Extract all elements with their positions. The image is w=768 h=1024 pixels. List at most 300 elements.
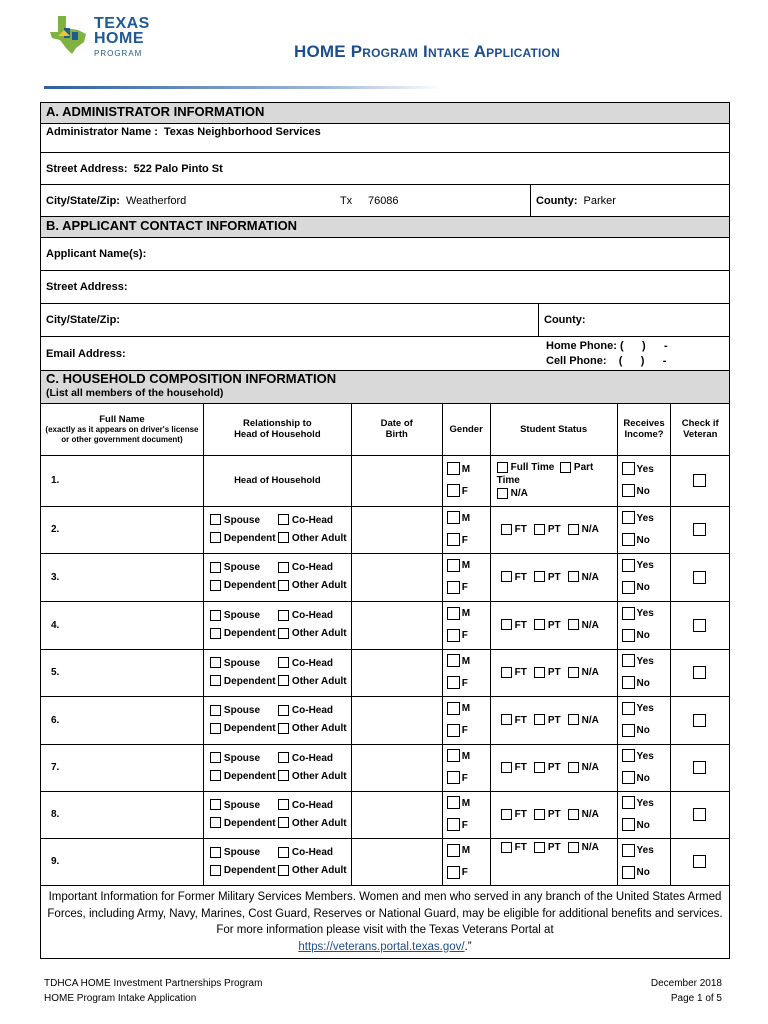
na-checkbox[interactable]	[568, 762, 579, 773]
dob-cell[interactable]	[351, 601, 442, 649]
veteran-checkbox[interactable]	[693, 761, 706, 774]
admin-county-label: County:	[536, 194, 578, 207]
opt-time: Time	[496, 475, 520, 486]
applicant-street-label: Street Address:	[46, 281, 128, 293]
opt-m: M	[461, 512, 471, 524]
veteran-checkbox[interactable]	[693, 855, 706, 868]
col-relationship: Relationship to Head of Household	[203, 404, 351, 455]
dependent-checkbox[interactable]	[210, 770, 221, 781]
opt-na: N/A	[581, 762, 599, 774]
na-checkbox[interactable]	[568, 619, 579, 630]
texas-home-logo	[48, 14, 158, 62]
na-checkbox[interactable]	[568, 842, 579, 853]
opt-m: M	[461, 608, 471, 619]
opt-full-time: Full Time	[510, 462, 555, 473]
income-yes-checkbox[interactable]	[622, 462, 635, 475]
co-head-checkbox[interactable]	[278, 610, 289, 621]
spouse-checkbox[interactable]	[210, 847, 221, 858]
full-name-cell[interactable]	[41, 455, 203, 506]
spouse-checkbox[interactable]	[210, 657, 221, 668]
section-a-header	[41, 103, 729, 124]
dob-cell[interactable]	[351, 791, 442, 838]
applicant-email-label: Email Address:	[46, 347, 126, 360]
full-name-cell[interactable]	[41, 553, 203, 601]
veteran-cell	[671, 838, 729, 885]
header-rule	[44, 86, 444, 89]
veterans-notice-text: Important Information for Former Military Services Members. Women and men who served in any branch of the United States Armed Forces, including Army, Navy, Marines, Cost Guard, Reserves or National Guard, may be eligible for additional benefits and services. For more information please visit with the Texas Veterans Portal at	[47, 891, 723, 936]
female-checkbox[interactable]	[447, 771, 460, 784]
veteran-checkbox[interactable]	[693, 523, 706, 536]
opt-m: M	[461, 750, 471, 762]
applicant-city-field[interactable]	[41, 304, 539, 336]
na-checkbox[interactable]	[568, 571, 579, 582]
female-checkbox[interactable]	[447, 676, 460, 689]
opt-spouse: Spouse	[223, 562, 261, 573]
opt-f: F	[461, 772, 468, 784]
opt-ft: FT	[514, 619, 527, 631]
spouse-checkbox[interactable]	[210, 752, 221, 763]
dob-cell[interactable]	[351, 744, 442, 791]
applicant-email-row	[41, 337, 729, 371]
table-row	[41, 601, 729, 649]
admin-name-label: Administrator Name :	[46, 126, 158, 138]
applicant-county-field[interactable]	[539, 304, 597, 336]
opt-cohead: Co-Head	[291, 752, 334, 764]
female-checkbox[interactable]	[447, 724, 460, 737]
income-cell	[617, 506, 671, 553]
ft-checkbox[interactable]	[501, 714, 512, 725]
opt-m: M	[461, 463, 471, 475]
home-phone-label[interactable]: Home Phone: ( ) -	[546, 339, 668, 352]
applicant-email-field[interactable]	[41, 337, 539, 370]
relationship-cell	[203, 506, 351, 553]
admin-city-row	[41, 185, 729, 217]
opt-spouse: Spouse	[223, 752, 261, 764]
income-yes-checkbox[interactable]	[622, 702, 635, 715]
applicant-county-label: County:	[544, 314, 586, 326]
gender-cell	[442, 553, 490, 601]
opt-f: F	[461, 485, 468, 497]
opt-f: F	[461, 819, 468, 831]
dependent-checkbox[interactable]	[210, 865, 221, 876]
income-no-checkbox[interactable]	[622, 724, 635, 737]
opt-dependent: Dependent	[223, 770, 276, 782]
veterans-notice-tail: .”	[464, 940, 472, 953]
income-no-checkbox[interactable]	[622, 866, 635, 879]
household-table	[41, 404, 729, 885]
male-checkbox[interactable]	[447, 654, 460, 667]
opt-pt: PT	[547, 809, 561, 821]
income-no-checkbox[interactable]	[622, 533, 635, 546]
income-no-checkbox[interactable]	[622, 771, 635, 784]
opt-cohead: Co-Head	[291, 705, 334, 716]
opt-no: No	[636, 866, 650, 878]
pt-checkbox[interactable]	[534, 524, 545, 535]
intake-form	[40, 102, 730, 959]
na-checkbox[interactable]	[568, 667, 579, 678]
opt-no: No	[636, 485, 650, 497]
relationship-cell	[203, 601, 351, 649]
income-yes-checkbox[interactable]	[622, 749, 635, 762]
veteran-checkbox[interactable]	[693, 619, 706, 632]
opt-dependent: Dependent	[223, 675, 276, 687]
household-table-row	[41, 404, 729, 886]
col-gender: Gender	[442, 404, 490, 455]
applicant-street-row[interactable]	[41, 271, 729, 304]
male-checkbox[interactable]	[447, 749, 460, 762]
other-adult-checkbox[interactable]	[278, 532, 289, 543]
admin-county-value[interactable]: Parker	[583, 194, 616, 207]
col-receives-income: Receives Income?	[617, 404, 671, 455]
relationship-cell	[203, 553, 351, 601]
opt-cohead: Co-Head	[291, 846, 334, 858]
page-header	[0, 0, 768, 92]
veteran-checkbox[interactable]	[693, 714, 706, 727]
ft-checkbox[interactable]	[501, 619, 512, 630]
dob-cell[interactable]	[351, 696, 442, 744]
opt-no: No	[636, 725, 650, 736]
opt-spouse: Spouse	[223, 514, 261, 526]
opt-other-adult: Other Adult	[291, 864, 347, 876]
co-head-checkbox[interactable]	[278, 799, 289, 810]
income-no-checkbox[interactable]	[622, 581, 635, 594]
pt-checkbox[interactable]	[534, 571, 545, 582]
co-head-checkbox[interactable]	[278, 562, 289, 573]
opt-other-adult: Other Adult	[291, 580, 347, 591]
opt-pt: PT	[547, 841, 561, 853]
income-no-checkbox[interactable]	[622, 484, 635, 497]
dob-cell[interactable]	[351, 553, 442, 601]
ft-checkbox[interactable]	[501, 667, 512, 678]
full-name-cell[interactable]	[41, 838, 203, 885]
veteran-cell	[671, 455, 729, 506]
income-cell	[617, 601, 671, 649]
footer-program: TDHCA HOME Investment Partnerships Program	[44, 978, 263, 989]
gender-cell	[442, 696, 490, 744]
ft-checkbox[interactable]	[501, 571, 512, 582]
opt-other-adult: Other Adult	[291, 532, 347, 544]
opt-ft: FT	[514, 524, 527, 536]
other-adult-checkbox[interactable]	[278, 723, 289, 734]
section-c-subtitle: (List all members of the household)	[46, 387, 224, 399]
full-name-cell[interactable]	[41, 696, 203, 744]
dob-cell[interactable]	[351, 838, 442, 885]
opt-cohead: Co-Head	[291, 562, 334, 573]
pt-checkbox[interactable]	[534, 619, 545, 630]
opt-other-adult: Other Adult	[291, 723, 347, 734]
opt-pt: PT	[547, 619, 561, 631]
income-no-checkbox[interactable]	[622, 818, 635, 831]
opt-cohead: Co-Head	[291, 514, 334, 526]
opt-f: F	[461, 725, 468, 736]
opt-dependent: Dependent	[223, 628, 276, 639]
opt-f: F	[461, 582, 468, 593]
opt-yes: Yes	[636, 655, 654, 667]
veteran-checkbox[interactable]	[693, 808, 706, 821]
part-time-checkbox[interactable]	[560, 462, 571, 473]
female-checkbox[interactable]	[447, 581, 460, 594]
spouse-checkbox[interactable]	[210, 705, 221, 716]
full-time-checkbox[interactable]	[497, 462, 508, 473]
table-row	[41, 838, 729, 885]
other-adult-checkbox[interactable]	[278, 628, 289, 639]
opt-yes: Yes	[636, 844, 654, 856]
opt-yes: Yes	[636, 797, 654, 809]
table-row	[41, 649, 729, 696]
full-name-cell[interactable]	[41, 601, 203, 649]
dob-cell[interactable]	[351, 649, 442, 696]
admin-name-row	[41, 124, 729, 153]
income-cell	[617, 838, 671, 885]
na-checkbox[interactable]	[568, 714, 579, 725]
opt-yes: Yes	[636, 463, 654, 475]
opt-na: N/A	[581, 524, 599, 536]
opt-cohead: Co-Head	[291, 657, 334, 669]
veterans-notice	[41, 886, 729, 958]
male-checkbox[interactable]	[447, 844, 460, 857]
opt-ft: FT	[514, 714, 527, 726]
table-row	[41, 553, 729, 601]
income-yes-checkbox[interactable]	[622, 607, 635, 620]
relationship-cell	[203, 696, 351, 744]
opt-yes: Yes	[636, 608, 654, 619]
opt-ft: FT	[514, 809, 527, 821]
opt-no: No	[636, 582, 650, 593]
opt-other-adult: Other Adult	[291, 770, 347, 782]
opt-spouse: Spouse	[223, 657, 261, 669]
opt-no: No	[636, 534, 650, 546]
page-title: HOME Program Intake Application	[294, 42, 560, 61]
admin-zip-value[interactable]: 76086	[367, 194, 399, 207]
veterans-portal-link[interactable]: https://veterans.portal.texas.gov/	[298, 940, 465, 953]
opt-dependent: Dependent	[223, 723, 276, 734]
female-checkbox[interactable]	[447, 484, 460, 497]
full-name-cell[interactable]	[41, 506, 203, 553]
na-checkbox[interactable]	[568, 524, 579, 535]
cell-phone-label[interactable]: Cell Phone: ( ) -	[546, 354, 667, 367]
opt-f: F	[461, 677, 468, 689]
opt-dependent: Dependent	[223, 817, 276, 829]
student-status-cell	[490, 838, 617, 885]
ft-checkbox[interactable]	[501, 524, 512, 535]
female-checkbox[interactable]	[447, 818, 460, 831]
veteran-checkbox[interactable]	[693, 571, 706, 584]
head-of-household-label: Head of Household	[234, 475, 321, 486]
dependent-checkbox[interactable]	[210, 675, 221, 686]
opt-no: No	[636, 630, 650, 641]
table-row	[41, 455, 729, 506]
row-number: 4.	[51, 619, 60, 631]
veteran-cell	[671, 649, 729, 696]
admin-city-label: City/State/Zip:	[46, 194, 120, 207]
co-head-checkbox[interactable]	[278, 752, 289, 763]
opt-ft: FT	[514, 571, 527, 583]
veteran-checkbox[interactable]	[693, 666, 706, 679]
opt-dependent: Dependent	[223, 532, 276, 544]
income-cell	[617, 791, 671, 838]
section-b-title: B. APPLICANT CONTACT INFORMATION	[46, 218, 298, 233]
veteran-checkbox[interactable]	[693, 474, 706, 487]
male-checkbox[interactable]	[447, 702, 460, 715]
row-number: 1.	[51, 475, 60, 486]
dob-cell[interactable]	[351, 506, 442, 553]
female-checkbox[interactable]	[447, 629, 460, 642]
row-number: 2.	[51, 524, 60, 535]
gender-cell	[442, 601, 490, 649]
spouse-checkbox[interactable]	[210, 610, 221, 621]
male-checkbox[interactable]	[447, 511, 460, 524]
row-number: 3.	[51, 571, 60, 583]
co-head-checkbox[interactable]	[278, 514, 289, 525]
income-cell	[617, 553, 671, 601]
col-full-name-note: (exactly as it appears on driver's license or other government document)	[45, 424, 199, 444]
pt-checkbox[interactable]	[534, 714, 545, 725]
col-student-status: Student Status	[490, 404, 617, 455]
income-no-checkbox[interactable]	[622, 629, 635, 642]
admin-city-value[interactable]: Weatherford	[125, 194, 187, 207]
opt-other-adult: Other Adult	[291, 675, 347, 687]
opt-yes: Yes	[636, 560, 654, 571]
opt-part: Part	[573, 462, 594, 473]
opt-na: N/A	[581, 619, 599, 631]
female-checkbox[interactable]	[447, 533, 460, 546]
income-cell	[617, 455, 671, 506]
opt-na: N/A	[581, 841, 599, 853]
applicant-name-row[interactable]	[41, 238, 729, 271]
other-adult-checkbox[interactable]	[278, 865, 289, 876]
na-checkbox[interactable]	[568, 809, 579, 820]
income-yes-checkbox[interactable]	[622, 844, 635, 857]
opt-cohead: Co-Head	[291, 610, 334, 621]
student-status-cell	[490, 601, 617, 649]
ft-checkbox[interactable]	[501, 842, 512, 853]
male-checkbox[interactable]	[447, 796, 460, 809]
income-cell	[617, 696, 671, 744]
co-head-checkbox[interactable]	[278, 705, 289, 716]
spouse-checkbox[interactable]	[210, 562, 221, 573]
section-c-title: C. HOUSEHOLD COMPOSITION INFORMATION	[46, 371, 337, 386]
income-no-checkbox[interactable]	[622, 676, 635, 689]
table-row	[41, 744, 729, 791]
opt-m: M	[461, 703, 471, 714]
full-name-cell[interactable]	[41, 791, 203, 838]
logo-text-home: HOME	[94, 30, 144, 47]
applicant-city-row	[41, 304, 729, 337]
opt-yes: Yes	[636, 512, 654, 524]
section-b-header	[41, 217, 729, 238]
admin-name-value[interactable]: Texas Neighborhood Services	[163, 126, 321, 138]
full-name-cell[interactable]	[41, 649, 203, 696]
male-checkbox[interactable]	[447, 462, 460, 475]
other-adult-checkbox[interactable]	[278, 770, 289, 781]
relationship-cell	[203, 744, 351, 791]
admin-state-value[interactable]: Tx	[339, 194, 353, 207]
spouse-checkbox[interactable]	[210, 799, 221, 810]
dependent-checkbox[interactable]	[210, 723, 221, 734]
male-checkbox[interactable]	[447, 607, 460, 620]
other-adult-checkbox[interactable]	[278, 580, 289, 591]
income-yes-checkbox[interactable]	[622, 559, 635, 572]
co-head-checkbox[interactable]	[278, 847, 289, 858]
male-checkbox[interactable]	[447, 559, 460, 572]
pt-checkbox[interactable]	[534, 762, 545, 773]
opt-na: N/A	[581, 714, 599, 726]
opt-ft: FT	[514, 667, 527, 679]
other-adult-checkbox[interactable]	[278, 817, 289, 828]
col-full-name	[41, 404, 203, 455]
gender-cell	[442, 455, 490, 506]
student-na-checkbox[interactable]	[497, 488, 508, 499]
footer-page: Page 1 of 5	[670, 993, 722, 1004]
pt-checkbox[interactable]	[534, 809, 545, 820]
opt-cohead: Co-Head	[291, 799, 334, 811]
student-status-cell	[490, 553, 617, 601]
income-cell	[617, 649, 671, 696]
full-name-cell[interactable]	[41, 744, 203, 791]
income-yes-checkbox[interactable]	[622, 796, 635, 809]
student-status-cell	[490, 791, 617, 838]
opt-na: N/A	[581, 571, 599, 583]
veteran-cell	[671, 506, 729, 553]
spouse-checkbox[interactable]	[210, 514, 221, 525]
admin-street-value[interactable]: 522 Palo Pinto St	[133, 162, 223, 175]
pt-checkbox[interactable]	[534, 667, 545, 678]
row-number: 6.	[51, 714, 60, 726]
dob-cell[interactable]	[351, 455, 442, 506]
income-yes-checkbox[interactable]	[622, 511, 635, 524]
dependent-checkbox[interactable]	[210, 817, 221, 828]
ft-checkbox[interactable]	[501, 762, 512, 773]
dependent-checkbox[interactable]	[210, 580, 221, 591]
opt-dependent: Dependent	[223, 580, 276, 591]
opt-m: M	[461, 560, 471, 571]
admin-street-label: Street Address:	[46, 162, 128, 175]
opt-pt: PT	[547, 667, 561, 679]
logo-text-program: PROGRAM	[94, 49, 143, 58]
col-dob: Date of Birth	[351, 404, 442, 455]
admin-street-row	[41, 153, 729, 185]
texas-map-icon	[48, 14, 92, 56]
ft-checkbox[interactable]	[501, 809, 512, 820]
dependent-checkbox[interactable]	[210, 532, 221, 543]
col-full-name-label: Full Name	[99, 413, 145, 425]
gender-cell	[442, 649, 490, 696]
opt-pt: PT	[547, 524, 561, 536]
income-yes-checkbox[interactable]	[622, 654, 635, 667]
dependent-checkbox[interactable]	[210, 628, 221, 639]
opt-na: N/A	[581, 809, 599, 821]
opt-f: F	[461, 866, 468, 878]
footer-doc-name: HOME Program Intake Application	[44, 993, 197, 1004]
opt-m: M	[461, 655, 471, 667]
opt-other-adult: Other Adult	[291, 817, 347, 829]
row-number: 9.	[51, 856, 60, 868]
co-head-checkbox[interactable]	[278, 657, 289, 668]
relationship-cell	[203, 838, 351, 885]
income-cell	[617, 744, 671, 791]
veteran-cell	[671, 744, 729, 791]
other-adult-checkbox[interactable]	[278, 675, 289, 686]
opt-spouse: Spouse	[223, 610, 261, 621]
female-checkbox[interactable]	[447, 866, 460, 879]
row-number: 8.	[51, 809, 60, 820]
pt-checkbox[interactable]	[534, 842, 545, 853]
opt-dependent: Dependent	[223, 864, 276, 876]
opt-no: No	[636, 772, 650, 784]
opt-pt: PT	[547, 571, 561, 583]
opt-ft: FT	[514, 841, 527, 853]
student-status-cell	[490, 744, 617, 791]
